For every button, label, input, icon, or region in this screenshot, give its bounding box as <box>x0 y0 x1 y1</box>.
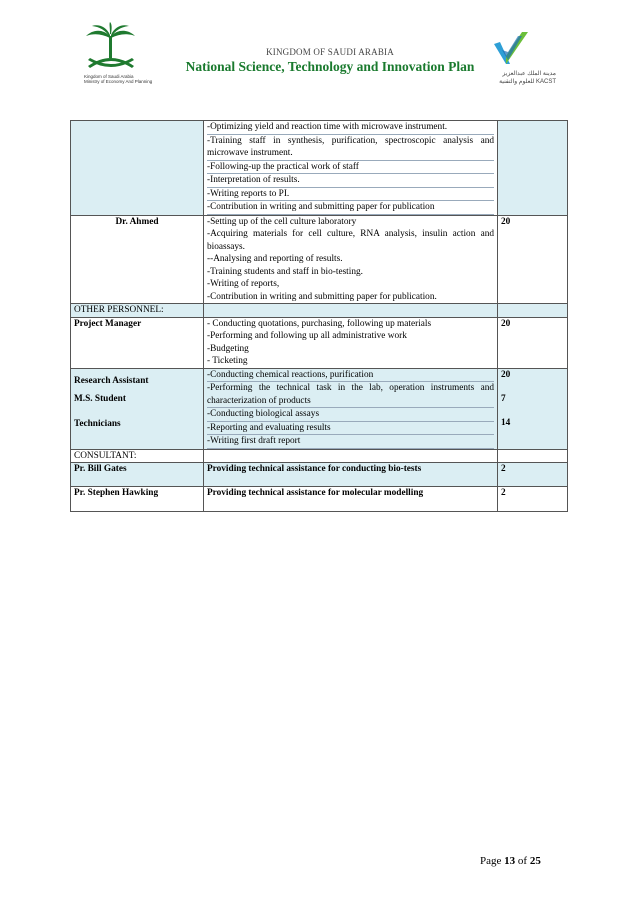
tasks-cell <box>204 317 498 368</box>
of-label: of <box>517 855 528 867</box>
name-cell <box>71 121 204 216</box>
tasks-cell <box>204 368 498 449</box>
tasks-cell: Providing technical assistance for conducting bio-tests <box>204 463 498 487</box>
task-line: -Training staff in synthesis, purification, spectroscopic analysis and microwave instrument. <box>207 135 494 161</box>
task-line: --Analysing and reporting of results. <box>207 254 343 264</box>
value-cell: 20 <box>498 317 568 368</box>
value-cell: 2 <box>498 486 568 512</box>
role-value: 7 <box>501 393 506 404</box>
tasks-cell <box>204 215 498 304</box>
palm-swords-emblem-icon <box>76 22 146 74</box>
task-line: - Ticketing <box>207 356 248 366</box>
task-line: -Contribution in writing and submitting paper for publication. <box>207 291 437 302</box>
role-value: 20 <box>501 369 511 380</box>
personnel-table <box>70 120 568 512</box>
task-line: -Contribution in writing and submitting paper for publication <box>207 201 494 215</box>
table-row <box>71 317 568 368</box>
role-name: Research Assistant <box>74 375 149 386</box>
task-line: -Budgeting <box>207 343 249 354</box>
role-name: Technicians <box>74 418 121 429</box>
total-pages: 25 <box>529 855 541 867</box>
role-name: M.S. Student <box>74 394 126 404</box>
table-row <box>71 121 568 216</box>
task-line: -Interpretation of results. <box>207 174 494 188</box>
task-line: -Writing of reports, <box>207 279 280 289</box>
name-cell <box>71 368 204 449</box>
task-line: -Performing and following up all administrative work <box>207 331 407 341</box>
table-row <box>71 304 568 318</box>
kacst-caption-line: للعلوم والتقنية KACST <box>499 79 556 85</box>
page-label: Page <box>480 855 502 867</box>
table-row <box>71 449 568 463</box>
kacst-check-icon <box>492 30 532 68</box>
task-line: -Reporting and evaluating results <box>207 422 494 436</box>
value-cell: 20 <box>498 215 568 304</box>
name-cell: Dr. Ahmed <box>71 215 204 304</box>
task-line: -Writing reports to PI. <box>207 188 494 202</box>
value-cell: 2 <box>498 463 568 487</box>
current-page: 13 <box>504 855 516 867</box>
plan-title: National Science, Technology and Innovation Plan <box>185 59 475 74</box>
task-line: -Conducting chemical reactions, purification <box>207 369 494 383</box>
ministry-logo <box>76 22 162 92</box>
task-line: -Training students and staff in bio-testing. <box>207 266 363 277</box>
task-line: -Optimizing yield and reaction time with microwave instrument. <box>207 121 494 135</box>
tasks-cell <box>204 121 498 216</box>
task-line: -Writing first draft report <box>207 435 494 449</box>
section-label: CONSULTANT: <box>71 449 204 463</box>
task-line: - Conducting quotations, purchasing, following up materials <box>207 318 432 329</box>
task-line: -Following-up the practical work of staff <box>207 161 494 175</box>
task-line: -Acquiring materials for cell culture, RNA analysis, insulin action and bioassays. <box>207 229 494 252</box>
task-line: -Conducting biological assays <box>207 408 494 422</box>
kingdom-heading: KINGDOM OF SAUDI ARABIA <box>266 47 394 57</box>
page-header <box>0 0 638 100</box>
table-row <box>71 486 568 512</box>
task-line: -Performing the technical task in the lab, operation instruments and characterization of products <box>207 382 494 408</box>
name-cell: Pr. Bill Gates <box>71 463 204 487</box>
task-line: -Setting up of the cell culture laboratory <box>207 216 357 227</box>
value-cell <box>498 368 568 449</box>
table-row <box>71 368 568 449</box>
kacst-logo <box>486 30 556 92</box>
name-cell: Project Manager <box>71 317 204 368</box>
table-row <box>71 463 568 487</box>
ministry-caption-line: Kingdom of Saudi Arabia <box>84 74 134 79</box>
ministry-caption-line: Ministry of Economy And Planning <box>84 79 153 84</box>
table-row <box>71 215 568 304</box>
kacst-caption-line: مدينة الملك عبدالعزيز <box>502 71 556 77</box>
section-label: OTHER PERSONNEL: <box>71 304 204 318</box>
role-value: 14 <box>501 418 511 428</box>
tasks-cell: Providing technical assistance for molecular modelling <box>204 486 498 512</box>
value-cell <box>498 121 568 216</box>
name-cell: Pr. Stephen Hawking <box>71 486 204 512</box>
page-number <box>480 855 541 867</box>
